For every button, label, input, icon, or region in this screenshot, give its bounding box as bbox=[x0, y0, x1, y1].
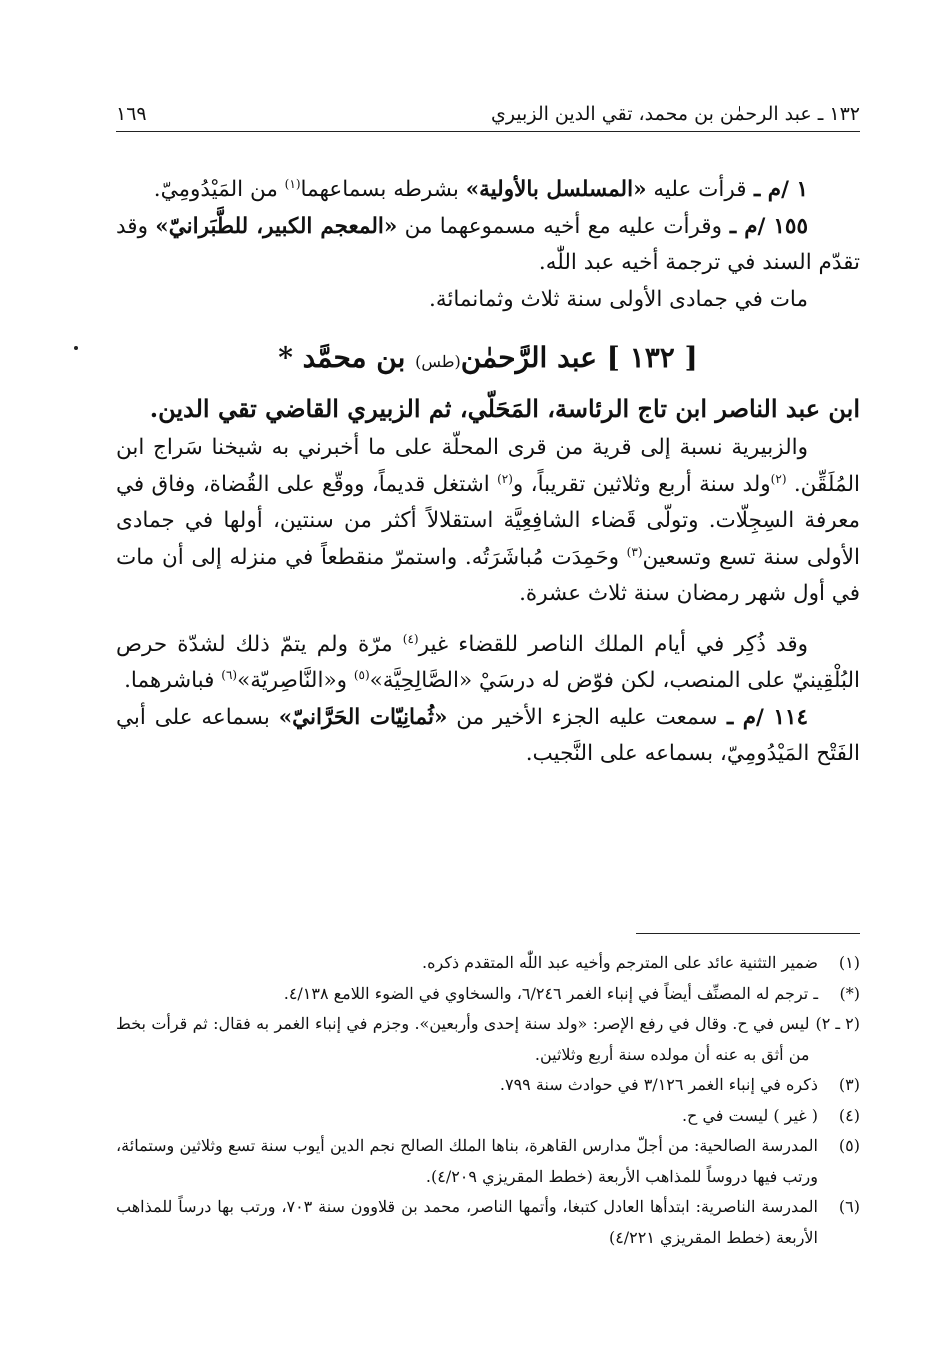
footnote-ref: (٣) bbox=[626, 544, 643, 559]
footnote bbox=[116, 979, 860, 1010]
margin-dot bbox=[74, 346, 78, 350]
paragraph-3: مات في جمادى الأولى سنة ثلاث وثمانمائة. bbox=[428, 286, 808, 312]
footnote-number: (٤) bbox=[838, 1105, 860, 1125]
running-header bbox=[116, 96, 860, 132]
footnote-number: (٢ ـ ٢) bbox=[815, 1014, 860, 1033]
entry-heading bbox=[116, 338, 860, 382]
footnote-text: المدرسة الناصرية: ابتدأها العادل كتبغا، وأتمها الناصر، محمد بن قلاوون سنة ٧٠٣، ورتب بها درساً للمذاهب الأربعة (خطط المقريزي ٤/٢٢١) bbox=[116, 1197, 818, 1247]
paragraph-gap bbox=[116, 613, 860, 627]
footnote-ref: (٢) bbox=[497, 471, 513, 486]
book-title: «ثُمانِيّات الحَرَّانيّ» bbox=[278, 704, 448, 730]
footnote-text: ( غير ) ليست في ح. bbox=[681, 1105, 818, 1125]
reading-number: ١١٤ /م ـ bbox=[717, 704, 809, 730]
footnote bbox=[116, 1101, 860, 1132]
footnote-ref: (٤) bbox=[402, 631, 419, 646]
footnote-number: (٦) bbox=[838, 1197, 860, 1216]
paragraph-5: وقد ذُكِر في أيام الملك الناصر للقضاء غير$^{(٤)}$ مرّة ولم يتمّ ذلك لشدّة حرص البُلْقِينيّ على المنصب، لكن فوّض له درسَيْ «الصَّالِحِيَّة»$^{(٥)}$ و«النَّاصِريّة»$^{(٦)}$ فباشرهما. bbox=[116, 631, 860, 693]
footnote bbox=[116, 948, 860, 979]
footnotes bbox=[116, 948, 860, 1253]
entry-siglum: (طس) bbox=[415, 352, 461, 371]
footnote-number: (١) bbox=[838, 953, 860, 972]
footnote-number: (٣) bbox=[838, 1075, 860, 1094]
paragraph-2: ١٥٥ /م ـ وقرأت عليه مع أخيه مسموعهما من «المعجم الكبير، للطَّبَرانيّ» وقد تقدّم السند في ترجمة أخيه عبد اللّٰه. bbox=[116, 213, 860, 275]
reading-number: ١٥٥ /م ـ bbox=[721, 213, 808, 239]
footnote-number: (*) bbox=[839, 983, 860, 1003]
footnote-ref: (٢) bbox=[770, 471, 787, 486]
footnote-text: ـ ترجم له المصنِّف أيضاً في إنباء الغمر ٦/٢٤٦، والسخاوي في الضوء اللامع ٤/١٣٨. bbox=[283, 983, 818, 1003]
footnote-text: ذكره في إنباء الغمر ٣/١٢٦ في حوادث سنة ٧٩٩. bbox=[499, 1075, 818, 1094]
footnote-text: المدرسة الصالحية: من أجلّ مدارس القاهرة، بناها الملك الصالح نجم الدين أيوب سنة تسع وثلاثين وستمائة، ورتب فيها دروساً للمذاهب الأربعة (خطط المقريزي ٤/٢٠٩). bbox=[116, 1136, 818, 1186]
footnote bbox=[116, 1131, 860, 1192]
paragraph-4: والزبيرية نسبة إلى قرية من قرى المحلّة على ما أخبرني به شيخنا سَراج ابن المُلَقِّن. $^{(٢)}$ولد سنة أربع وثلاثين تقريباً، و$^{(٢)}$ اشتغل قديماً، ووقّع على القُضاة، وفاق في معرفة السِجِلّات. وتولّى قَضاء الشافِعِيَّة استقلالاً أكثر من سنتين، أولها في جمادى الأولى سنة تسع وتسعين$^{(٣)}$ وحَمِدَت مُباشَرَتُه. واستمرّ منقطعاً في منزله إلى أن مات في أول شهر رمضان سنة ثلاث عشرة. bbox=[116, 435, 860, 606]
paragraph-1: ١ /م ـ قرأت عليه «المسلسل بالأولية» بشرطه بسماعهما$^{(١)}$ من المَيْدُومِيّ. bbox=[153, 176, 808, 202]
book-title: «المعجم الكبير، للطَّبَرانيّ» bbox=[155, 213, 398, 239]
footnote-ref: (٦) bbox=[221, 667, 238, 682]
main-text bbox=[116, 172, 860, 773]
footnote bbox=[116, 1009, 860, 1070]
entry-name: عبد الرَّحمٰن bbox=[460, 341, 597, 374]
footnote-number: (٥) bbox=[838, 1136, 860, 1155]
footnote-text: ليس في ح. وقال في رفع الإصر: «ولد سنة إحدى وأربعين». وجزم في إنباء الغمر به فقال: ثم قرأت بخط من أثق به عنه أن مولده سنة أربع وثلاثين. bbox=[116, 1014, 810, 1064]
paragraph-6: ١١٤ /م ـ سمعت عليه الجزء الأخير من «ثُمانِيّات الحَرَّانيّ» بسماعه على أبي الفَتْح المَيْدُومِيّ، بسماعه على النَّجيب. bbox=[116, 704, 860, 766]
book-title: «المسلسل بالأولية» bbox=[465, 177, 647, 202]
footnote-text: ضمير التثنية عائد على المترجم وأخيه عبد اللّٰه المتقدم ذكره. bbox=[422, 953, 818, 972]
entry-subtitle: ابن عبد الناصر ابن تاج الرئاسة، المَحَلّي، ثم الزبيري القاضي تقي الدين. bbox=[149, 394, 860, 423]
footnote-ref: (١) bbox=[284, 176, 301, 191]
reading-number: ١ /م ـ bbox=[746, 177, 808, 202]
running-title: ١٣٢ ـ عبد الرحمٰن بن محمد، تقي الدين الزبيري bbox=[490, 103, 860, 125]
footnote bbox=[116, 1070, 860, 1101]
footnote-ref: (٥) bbox=[353, 667, 370, 682]
footnote bbox=[116, 1192, 860, 1253]
page-number: ١٦٩ bbox=[116, 103, 147, 125]
footnote-separator bbox=[636, 933, 860, 934]
entry-number: [ ١٣٢ ] bbox=[596, 341, 698, 374]
entry-name-rest: بن محمَّد * bbox=[278, 341, 416, 374]
